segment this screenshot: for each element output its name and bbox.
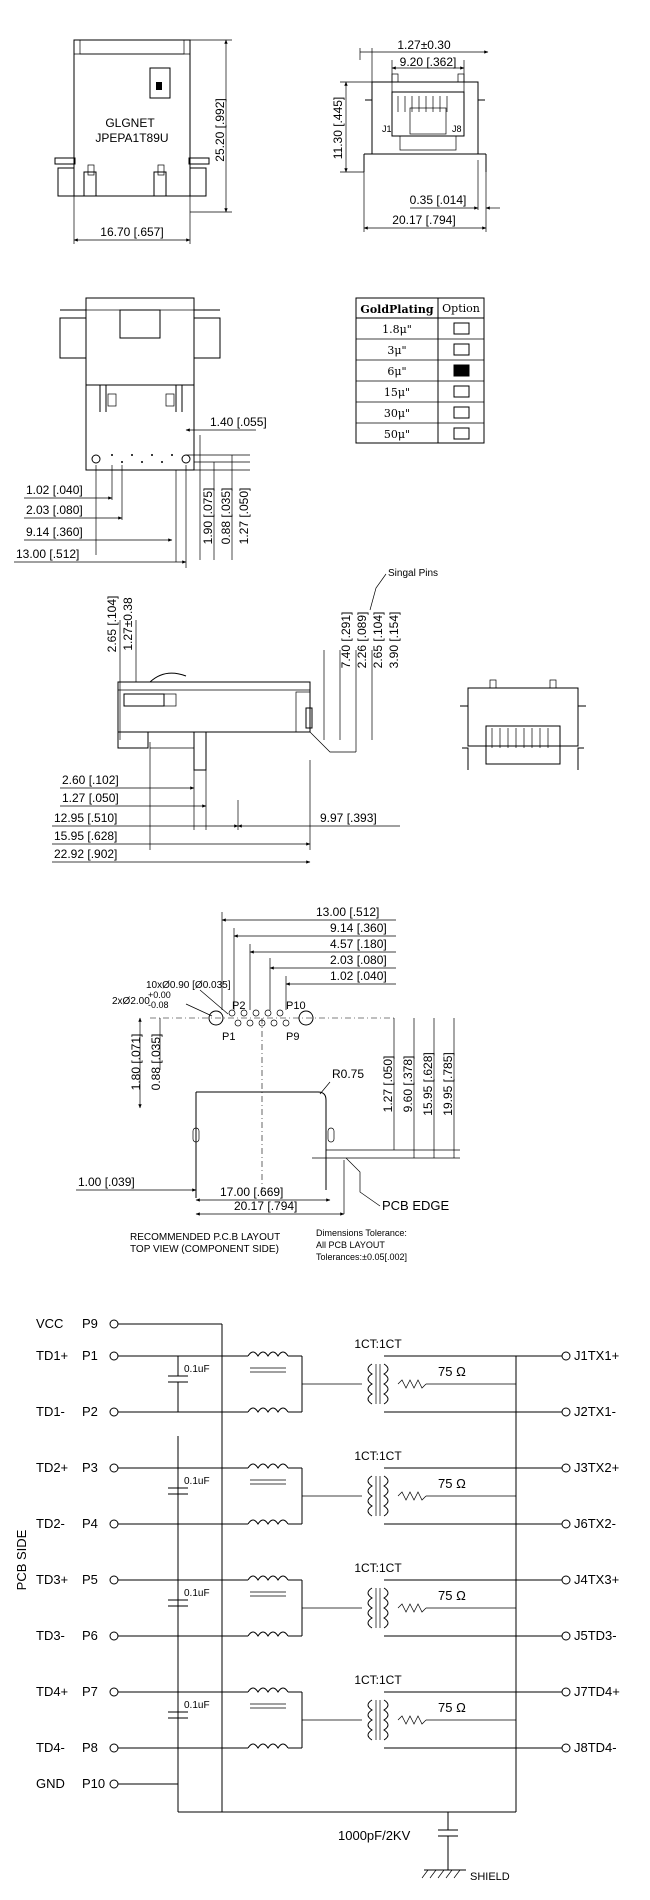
plating-row-value: 15μ" <box>383 386 411 399</box>
xfmr-secondary-coil <box>384 1364 388 1404</box>
side-view-dim-740: 7.40 [.291] <box>339 611 353 669</box>
pcb-dim-1700: 17.00 [.669] <box>220 1185 284 1199</box>
xfmr-secondary-coil <box>384 1588 388 1628</box>
schematic-left-pins <box>36 1316 222 1791</box>
bottom-view-dim-914: 9.14 [.360] <box>26 525 83 539</box>
front-view-dim-top-2: 9.20 [.362] <box>399 55 457 69</box>
schematic <box>14 1316 620 1883</box>
schematic-right-pin-label: J1TX1+ <box>574 1348 620 1363</box>
schematic-left-pin-number: P5 <box>82 1572 98 1587</box>
termination-resistor <box>398 1604 426 1612</box>
schematic-capacitor-label: 0.1uF <box>184 1476 210 1487</box>
bottom-view-dim-140: 1.40 [.055] <box>210 415 267 429</box>
side-view-dim-226: 2.26 [.089] <box>355 611 369 669</box>
pcb-tolerance-2: All PCB LAYOUT <box>316 1240 385 1250</box>
choke-coil <box>248 1576 288 1580</box>
pcb-dim-457: 4.57 [.180] <box>330 937 387 951</box>
schematic-transformer-label: 1CT:1CT <box>354 1673 402 1687</box>
schematic-left-pin-number: P2 <box>82 1404 98 1419</box>
pcb-dim-088: 0.88 [.035] <box>149 1033 163 1091</box>
pcb-edge-label: PCB EDGE <box>382 1198 450 1213</box>
side-view-dim-265a: 2.65 [.104] <box>105 595 119 653</box>
pin-terminal <box>110 1576 118 1584</box>
pcb-pin-p10: P10 <box>286 1000 306 1012</box>
plating-row-value: 6μ" <box>387 365 407 378</box>
choke-coil <box>248 1352 288 1356</box>
pcb-pin-p2: P2 <box>232 1000 246 1012</box>
termination-resistor <box>398 1716 426 1724</box>
schematic-channel <box>168 1337 516 1412</box>
bottom-view-dim-127: 1.27 [.050] <box>237 487 251 545</box>
pcb-dim-1595: 15.95 [.628] <box>421 1052 435 1116</box>
schematic-left-pin-name: TD4- <box>36 1740 65 1755</box>
pcb-dim-1300: 13.00 [.512] <box>316 905 380 919</box>
pcb-pin-p1: P1 <box>222 1031 236 1043</box>
schematic-left-pin-number: P4 <box>82 1516 98 1531</box>
pcb-dim-914: 9.14 [.360] <box>330 921 387 935</box>
pin-terminal <box>110 1632 118 1640</box>
termination-resistor <box>398 1380 426 1388</box>
schematic-channels <box>168 1337 516 1748</box>
pin-terminal <box>110 1780 118 1788</box>
top-view-part-number: JPEPA1T89U <box>95 131 169 145</box>
top-view-brand: GLGNET <box>105 116 155 130</box>
choke-coil <box>248 1408 288 1412</box>
schematic-left-pin-name: TD1+ <box>36 1348 69 1363</box>
pin-terminal <box>110 1688 118 1696</box>
schematic-right-pin-label: J4TX3+ <box>574 1572 620 1587</box>
schematic-left-pin-number: P1 <box>82 1348 98 1363</box>
schematic-capacitor-label: 0.1uF <box>184 1588 210 1599</box>
side-view-dim-127: 1.27 [.050] <box>62 791 119 805</box>
schematic-side-label: PCB SIDE <box>14 1529 29 1591</box>
schematic-left-pin-name: TD4+ <box>36 1684 69 1699</box>
schematic-left-pin-number: P6 <box>82 1628 98 1643</box>
schematic-resistor-label: 75 Ω <box>438 1476 466 1491</box>
pcb-caption-2: TOP VIEW (COMPONENT SIDE) <box>130 1244 279 1255</box>
schematic-resistor-label: 75 Ω <box>438 1700 466 1715</box>
schematic-shield: SHIELD <box>470 1871 510 1883</box>
schematic-right-pin-label: J5TD3- <box>574 1628 617 1643</box>
pcb-dim-2017: 20.17 [.794] <box>234 1199 298 1213</box>
schematic-left-pin-name: GND <box>36 1776 65 1791</box>
pin-terminal <box>110 1320 118 1328</box>
bottom-view-dim-1300: 13.00 [.512] <box>16 547 80 561</box>
pin-terminal <box>562 1352 570 1360</box>
plating-row-value: 30μ" <box>383 407 411 420</box>
pin-terminal <box>110 1408 118 1416</box>
plating-option-box <box>454 407 469 418</box>
pin-terminal <box>562 1744 570 1752</box>
pcb-holes-b-minus: -0.08 <box>148 1000 169 1010</box>
side-view-dim-265b: 2.65 [.104] <box>371 611 385 669</box>
pcb-dim-100: 1.00 [.039] <box>78 1175 135 1189</box>
choke-coil <box>248 1688 288 1692</box>
schematic-right-pin-label: J2TX1- <box>574 1404 616 1419</box>
pcb-tolerance-3: Tolerances:±0.05[.002] <box>316 1252 407 1262</box>
choke-coil <box>248 1520 288 1524</box>
plating-header-gold: GoldPlating <box>360 303 434 316</box>
plating-header-option: Option <box>442 302 480 315</box>
schematic-right-pins <box>410 1348 620 1755</box>
pin-terminal <box>562 1408 570 1416</box>
pin-terminal <box>562 1688 570 1696</box>
xfmr-secondary-coil <box>384 1700 388 1740</box>
pcb-dim-203: 2.03 [.080] <box>330 953 387 967</box>
schematic-left-pin-number: P8 <box>82 1740 98 1755</box>
schematic-left-pin-number: P9 <box>82 1316 98 1331</box>
bottom-view-dim-203: 2.03 [.080] <box>26 503 83 517</box>
bottom-view <box>14 298 267 568</box>
schematic-channel <box>168 1449 516 1524</box>
top-view-height-dim: 25.20 [.992] <box>213 98 227 162</box>
schematic-right-pin-label: J6TX2- <box>574 1516 616 1531</box>
xfmr-primary-coil <box>368 1588 372 1628</box>
choke-coil <box>248 1744 288 1748</box>
pcb-layout <box>76 905 460 1262</box>
plating-option-selected <box>454 365 469 376</box>
schematic-right-pin-label: J8TD4- <box>574 1740 617 1755</box>
front-view-dim-small: 0.35 [.014] <box>409 193 467 207</box>
plating-option-box <box>454 344 469 355</box>
plating-option-box <box>454 386 469 397</box>
schematic-left-pin-name: VCC <box>36 1316 64 1331</box>
schematic-left-pin-number: P3 <box>82 1460 98 1475</box>
plating-option-box <box>454 323 469 334</box>
bottom-view-dim-102: 1.02 [.040] <box>26 483 83 497</box>
pin-terminal <box>562 1520 570 1528</box>
schematic-channel <box>168 1561 516 1636</box>
side-view-dim-260: 2.60 [.102] <box>62 773 119 787</box>
schematic-transformer-label: 1CT:1CT <box>354 1561 402 1575</box>
pcb-dim-102: 1.02 [.040] <box>330 969 387 983</box>
xfmr-primary-coil <box>368 1476 372 1516</box>
side-view-dim-390: 3.90 [.154] <box>387 611 401 669</box>
xfmr-primary-coil <box>368 1700 372 1740</box>
front-view-height-dim: 11.30 [.445] <box>331 96 345 160</box>
pcb-caption-1: RECOMMENDED P.C.B LAYOUT <box>130 1232 281 1243</box>
schematic-resistor-label: 75 Ω <box>438 1588 466 1603</box>
bottom-view-dim-190: 1.90 [.075] <box>201 487 215 545</box>
schematic-channel <box>168 1673 516 1748</box>
pin-terminal <box>110 1520 118 1528</box>
pin-terminal <box>562 1464 570 1472</box>
xfmr-primary-coil <box>368 1364 372 1404</box>
plating-table <box>356 298 484 443</box>
schematic-left-pin-number: P10 <box>82 1776 106 1791</box>
pin-terminal <box>110 1744 118 1752</box>
pcb-holes-a: 10xØ0.90 [Ø0.035] <box>146 980 231 991</box>
pcb-dim-960: 9.60 [.378] <box>401 1055 415 1113</box>
pcb-dim-180: 1.80 [.071] <box>129 1033 143 1091</box>
choke-coil <box>248 1464 288 1468</box>
pcb-dim-127: 1.27 [.050] <box>381 1055 395 1113</box>
schematic-resistor-label: 75 Ω <box>438 1364 466 1379</box>
schematic-right-pin-label: J3TX2+ <box>574 1460 620 1475</box>
front-view-pin-j1: J1 <box>382 124 392 134</box>
pcb-pin-p9: P9 <box>286 1031 300 1043</box>
front-view <box>331 38 500 232</box>
schematic-left-pin-name: TD2+ <box>36 1460 69 1475</box>
front-view-pin-j8: J8 <box>452 124 462 134</box>
schematic-left-pin-name: TD1- <box>36 1404 65 1419</box>
side-view-dim-997: 9.97 [.393] <box>320 811 377 825</box>
pcb-holes-b: 2xØ2.00 <box>112 996 150 1007</box>
schematic-left-pin-name: TD3- <box>36 1628 65 1643</box>
side-view-dim-1595: 15.95 [.628] <box>54 829 118 843</box>
top-view <box>55 40 232 244</box>
choke-coil <box>248 1632 288 1636</box>
schematic-right-pin-label: J7TD4+ <box>574 1684 620 1699</box>
pin-terminal <box>110 1352 118 1360</box>
plating-row-value: 3μ" <box>387 344 407 357</box>
schematic-left-pin-name: TD2- <box>36 1516 65 1531</box>
pin-terminal <box>562 1576 570 1584</box>
front-view-dim-top-1: 1.27±0.30 <box>397 38 451 52</box>
side-view-dim-2292: 22.92 [.902] <box>54 847 118 861</box>
side-view-dim-127tol: 1.27±0.38 <box>121 597 135 651</box>
schematic-capacitor-label: 0.1uF <box>184 1700 210 1711</box>
pin-terminal <box>562 1632 570 1640</box>
xfmr-secondary-coil <box>384 1476 388 1516</box>
schematic-shield-cap: 1000pF/2KV <box>338 1828 411 1843</box>
plating-option-box <box>454 428 469 439</box>
bottom-view-dim-088: 0.88 [.035] <box>219 487 233 545</box>
pcb-tolerance-1: Dimensions Tolerance: <box>316 1228 407 1238</box>
plating-row-value: 1.8μ" <box>382 323 412 336</box>
side-view <box>52 568 438 862</box>
schematic-capacitor-label: 0.1uF <box>184 1364 210 1375</box>
schematic-left-pin-name: TD3+ <box>36 1572 69 1587</box>
schematic-left-pin-number: P7 <box>82 1684 98 1699</box>
side-view-signal-pins: Singal Pins <box>388 568 439 579</box>
schematic-transformer-label: 1CT:1CT <box>354 1449 402 1463</box>
pin-terminal <box>110 1464 118 1472</box>
pcb-dim-1995: 19.95 [.785] <box>441 1052 455 1116</box>
plating-row-value: 50μ" <box>383 428 411 441</box>
side-view-dim-1295: 12.95 [.510] <box>54 811 118 825</box>
front-view-width-dim: 20.17 [.794] <box>392 213 456 227</box>
termination-resistor <box>398 1492 426 1500</box>
top-view-width-dim: 16.70 [.657] <box>100 225 164 239</box>
pcb-r075: R0.75 <box>332 1067 365 1081</box>
schematic-transformer-label: 1CT:1CT <box>354 1337 402 1351</box>
pcb-holes-b-plus: +0.00 <box>148 990 171 1000</box>
front-view-small <box>460 680 586 770</box>
